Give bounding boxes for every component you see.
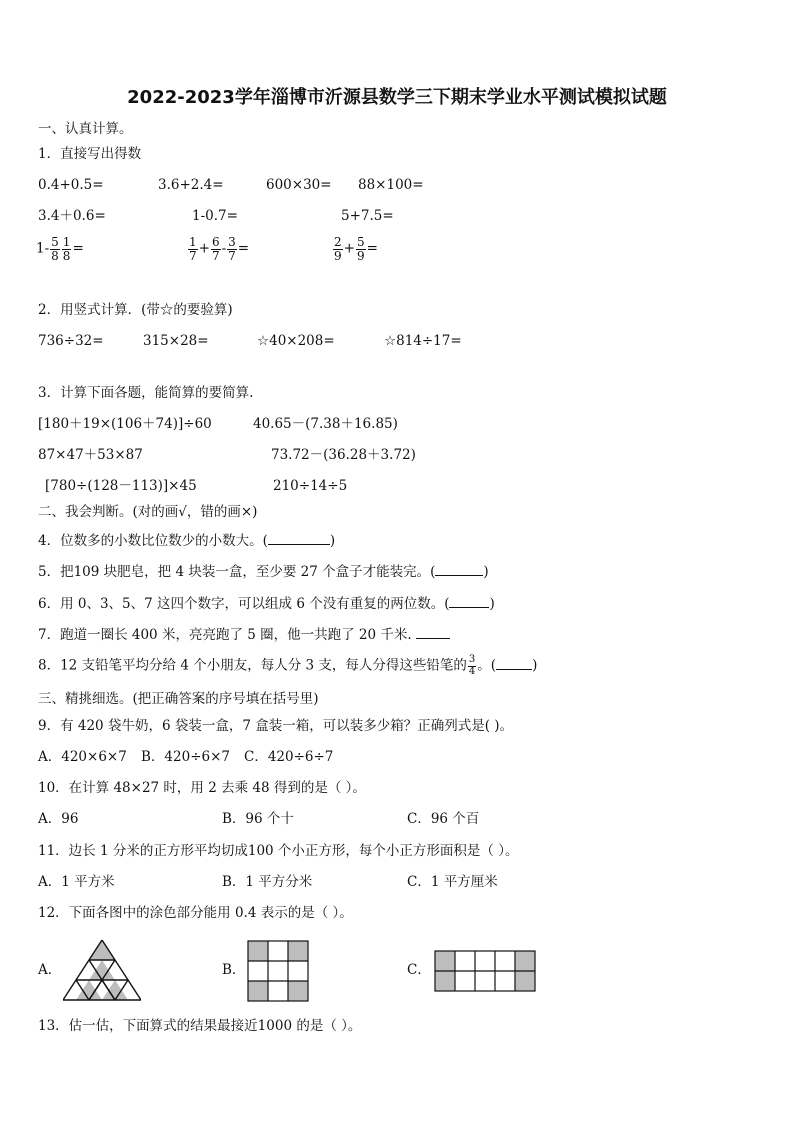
q10-option-a[interactable]: A．96 bbox=[38, 811, 79, 827]
q9-option-b[interactable]: B．420÷6×7 bbox=[141, 749, 230, 765]
question-13: 13．估一估，下面算式的结果最接近1000 的是（ ）。 bbox=[38, 1018, 362, 1034]
section-heading-1: 一、认真计算。 bbox=[38, 121, 133, 137]
question-7: 7．跑道一圈长 400 米，亮亮跑了 5 圈，他一共跑了 20 千米. bbox=[38, 626, 450, 643]
question-12: 12．下面各图中的涂色部分能用 0.4 表示的是（ ）。 bbox=[38, 905, 353, 921]
question-9: 9．有 420 袋牛奶，6 袋装一盒，7 盒装一箱，可以装多少箱？正确列式是( )。 bbox=[38, 718, 514, 734]
q12-figure-b-grid bbox=[247, 940, 309, 1002]
q3-item-1: [180＋19×(106＋74)]÷60 bbox=[38, 416, 212, 432]
q10-option-b[interactable]: B．96 个十 bbox=[222, 811, 294, 827]
q9-option-c[interactable]: C．420÷6÷7 bbox=[244, 749, 334, 765]
q12-figure-a-triangle bbox=[63, 940, 141, 1004]
answer-blank-6[interactable] bbox=[449, 595, 489, 608]
q12-option-c-label[interactable]: C． bbox=[407, 962, 431, 978]
q1-r1-item-3: 600×30= bbox=[266, 177, 332, 193]
q2-item-4: ☆814÷17= bbox=[384, 333, 462, 349]
answer-blank-4[interactable] bbox=[268, 532, 330, 545]
q3-item-2: 40.65－(7.38＋16.85) bbox=[253, 416, 398, 432]
q9-option-a[interactable]: A．420×6×7 bbox=[38, 749, 127, 765]
question-10: 10．在计算 48×27 时，用 2 去乘 48 得到的是（ ）。 bbox=[38, 780, 366, 796]
q1-r1-item-2: 3.6+2.4= bbox=[158, 177, 224, 193]
q2-item-1: 736÷32= bbox=[38, 333, 104, 349]
question-5: 5．把109 块肥皂，把 4 块装一盒，至少要 27 个盒子才能装完。( ) bbox=[38, 564, 489, 580]
q11-option-c[interactable]: C．1 平方厘米 bbox=[407, 874, 498, 890]
q12-option-a-label[interactable]: A． bbox=[38, 962, 62, 978]
q2-item-3: ☆40×208= bbox=[257, 333, 335, 349]
q12-option-b-label[interactable]: B． bbox=[222, 962, 246, 978]
q1-r2-item-1: 3.4＋0.6= bbox=[38, 208, 106, 224]
q1-r3-expr-3: $\frac{2}{9}$ + $\frac{5}{9}$ = bbox=[334, 235, 378, 263]
section-heading-3: 三、精挑细选。(把正确答案的序号填在括号里) bbox=[38, 691, 319, 707]
q1-r1-item-1: 0.4+0.5= bbox=[38, 177, 104, 193]
question-6: 6．用 0、3、5、7 这四个数字，可以组成 6 个没有重复的两位数。( ) bbox=[38, 596, 495, 612]
section-heading-2: 二、我会判断。(对的画√，错的画×) bbox=[38, 504, 258, 520]
q1-r3-expr-1: 1- $\frac{5}{8}$ $\frac{1}{8}$ = bbox=[36, 235, 84, 263]
answer-blank-5[interactable] bbox=[435, 563, 483, 576]
question-8: 8．12 支铅笔平均分给 4 个小朋友，每人分 3 支，每人分得这些铅笔的 $\frac{3}{4}$ 。( ) bbox=[38, 654, 538, 677]
question-4: 4．位数多的小数比位数少的小数大。( ) bbox=[38, 533, 336, 549]
q11-option-a[interactable]: A．1 平方米 bbox=[38, 874, 115, 890]
q3-item-6: 210÷14÷5 bbox=[273, 478, 348, 494]
q2-item-2: 315×28= bbox=[143, 333, 209, 349]
q11-option-b[interactable]: B．1 平方分米 bbox=[222, 874, 313, 890]
question-3-prompt: 3．计算下面各题，能简算的要简算. bbox=[38, 385, 254, 401]
q10-option-c[interactable]: C．96 个百 bbox=[407, 811, 480, 827]
q1-r1-item-4: 88×100= bbox=[358, 177, 424, 193]
page-title: 2022-2023学年淄博市沂源县数学三下期末学业水平测试模拟试题 bbox=[127, 87, 667, 108]
question-1-prompt: 1．直接写出得数 bbox=[38, 146, 142, 162]
q12-figure-c-grid bbox=[434, 950, 536, 992]
q3-item-5: [780÷(128－113)]×45 bbox=[45, 478, 197, 494]
answer-blank-8[interactable] bbox=[496, 657, 532, 670]
question-11: 11．边长 1 分米的正方形平均切成100 个小正方形，每个小正方形面积是（ ）。 bbox=[38, 843, 519, 859]
q1-r2-item-2: 1-0.7= bbox=[192, 208, 238, 224]
q1-r3-expr-2: $\frac{1}{7}$ + $\frac{6}{7}$ - $\frac{3}{7}$ = bbox=[189, 235, 250, 263]
q3-item-3: 87×47＋53×87 bbox=[38, 447, 143, 463]
q1-r2-item-3: 5+7.5= bbox=[341, 208, 394, 224]
q3-item-4: 73.72－(36.28＋3.72) bbox=[271, 447, 416, 463]
answer-blank-7[interactable] bbox=[416, 626, 450, 639]
question-2-prompt: 2．用竖式计算．(带☆的要验算) bbox=[38, 302, 233, 318]
